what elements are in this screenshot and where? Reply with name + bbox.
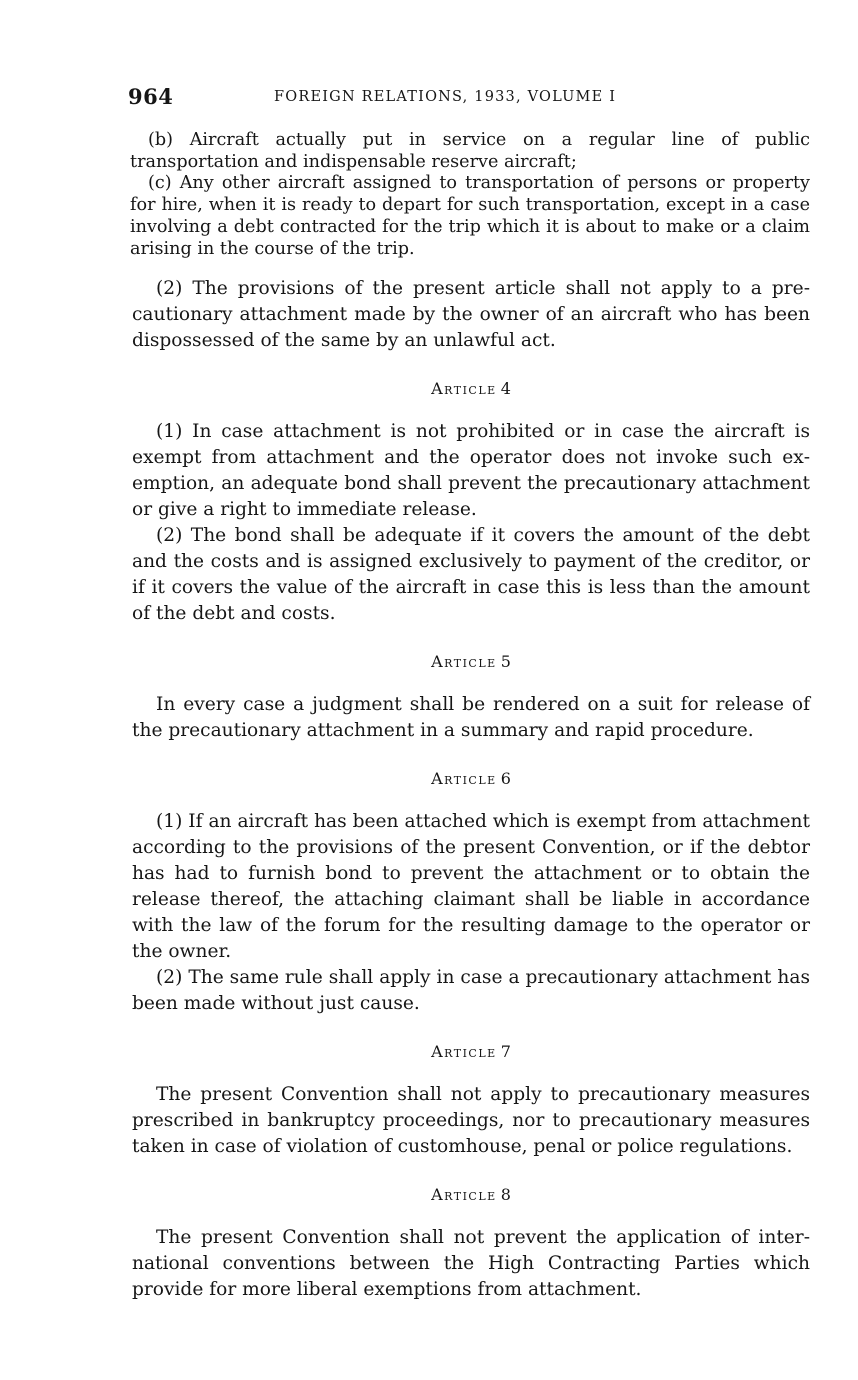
article-label: Article: [431, 652, 497, 672]
article-label: Article: [431, 1042, 497, 1062]
running-title: FOREIGN RELATIONS, 1933, VOLUME I: [274, 89, 617, 105]
page-number: 964: [128, 84, 174, 109]
document-page: [128, 84, 810, 1303]
article-6-paragraph-2: (2) The same rule shall apply in case a precautionary attachment has been made without just cause.: [132, 967, 810, 1015]
paragraph-c: (c) Any other aircraft assigned to transportation of persons or property for hire, when it is ready to depart for such transportation, except in a case involving a debt contracted for the trip which it is about to make or a claim arising in the course of the trip.: [130, 173, 810, 259]
article-number: 6: [500, 769, 511, 789]
page-header: [128, 84, 810, 116]
article-label: Article: [431, 1185, 497, 1205]
article-6-paragraph-1: (1) If an aircraft has been attached which is exempt from attachment according to the provisions of the present Convention, or if the debtor has had to furnish bond to prevent the attachment or to obtain the release thereof, the attaching claimant shall be liable in accordance with the law of the forum for the resulting damage to the operator or the owner.: [132, 811, 810, 963]
article-heading-7: [132, 1041, 810, 1063]
article-label: Article: [431, 769, 497, 789]
paragraph-2: (2) The provisions of the present article shall not apply to a precautionary attachment made by the owner of an aircraft who has been dispossessed of the same by an unlawful act.: [132, 278, 810, 352]
article-heading-8: [132, 1184, 810, 1206]
article-heading-5: [132, 651, 810, 673]
paragraph-b: (b) Aircraft actually put in service on a regular line of public transportation and indispensable reserve aircraft;: [130, 130, 810, 172]
article-number: 5: [500, 652, 511, 672]
article-heading-6: [132, 768, 810, 790]
article-8-paragraph-1: The present Convention shall not prevent the application of international conventions between the High Contracting Parties which provide for more liberal exemptions from attachment.: [132, 1227, 810, 1301]
article-number: 7: [500, 1042, 511, 1062]
article-4-paragraph-2: (2) The bond shall be adequate if it covers the amount of the debt and the costs and is assigned exclusively to payment of the creditor, or if it covers the value of the aircraft in case this is less than the amount of the debt and costs.: [132, 525, 810, 625]
article-label: Article: [431, 379, 497, 399]
article-number: 4: [500, 379, 511, 399]
article-4-paragraph-1: (1) In case attachment is not prohibited or in case the aircraft is exempt from attachment and the operator does not invoke such exemption, an adequate bond shall prevent the precautionary attachment or give a right to immediate release.: [132, 421, 810, 521]
article-7-paragraph-1: The present Convention shall not apply to precautionary measures prescribed in bankruptcy proceedings, nor to precautionary measures taken in case of violation of customhouse, penal or police regulations.: [132, 1084, 810, 1158]
article-number: 8: [500, 1185, 511, 1205]
article-heading-4: [132, 378, 810, 400]
article-5-paragraph-1: In every case a judgment shall be rendered on a suit for release of the precautionary attachment in a summary and rapid procedure.: [132, 694, 810, 742]
